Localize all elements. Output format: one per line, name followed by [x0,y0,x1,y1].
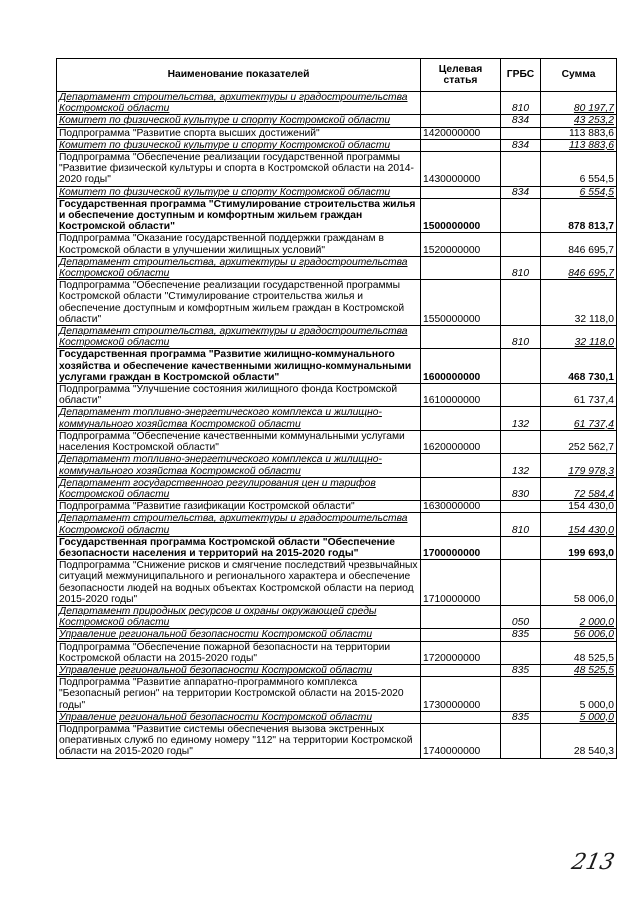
cell-sum: 28 540,3 [541,723,617,758]
cell-code [421,605,501,628]
table-row [57,256,617,279]
cell-grbs: 050 [501,605,541,628]
cell-sum: 6 554,5 [541,152,617,187]
cell-sum: 58 006,0 [541,560,617,606]
cell-sum: 43 253,2 [541,115,617,127]
cell-code: 1700000000 [421,536,501,559]
cell-name: Департамент топливно-энергетического комплекса и жилищно-коммунального хозяйства Костромской области [57,454,421,477]
table-body [57,92,617,759]
cell-name: Государственная программа Костромской области "Обеспечение безопасности населения и территорий на 2015-2020 годы" [57,536,421,559]
cell-code [421,477,501,500]
cell-name: Подпрограмма "Снижение рисков и смягчение последствий чрезвычайных ситуаций межмуниципального и регионального характера и обеспечение безопасности людей на водных объектах Костромской области на период 2015-2020 годы" [57,560,421,606]
cell-sum: 56 006,0 [541,629,617,641]
table-row [57,513,617,536]
cell-grbs: 132 [501,454,541,477]
cell-code [421,711,501,723]
cell-grbs: 834 [501,115,541,127]
cell-sum: 2 000,0 [541,605,617,628]
cell-grbs [501,280,541,326]
cell-name: Управление региональной безопасности Костромской области [57,629,421,641]
cell-grbs: 834 [501,139,541,151]
cell-grbs: 810 [501,326,541,349]
cell-code [421,92,501,115]
cell-sum: 72 584,4 [541,477,617,500]
cell-grbs [501,384,541,407]
cell-grbs [501,349,541,384]
table-row [57,477,617,500]
cell-name: Подпрограмма "Развитие спорта высших достижений" [57,127,421,139]
table-row [57,139,617,151]
cell-sum: 48 525,5 [541,641,617,664]
table-row [57,127,617,139]
cell-grbs [501,127,541,139]
table-row [57,629,617,641]
cell-name: Департамент строительства, архитектуры и градостроительства Костромской области [57,326,421,349]
table-row [57,677,617,712]
cell-grbs: 810 [501,256,541,279]
header-sum: Сумма [541,59,617,92]
cell-code: 1550000000 [421,280,501,326]
table-row [57,115,617,127]
table-row [57,454,617,477]
cell-name: Подпрограмма "Обеспечение пожарной безопасности на территории Костромской области на 2015-2020 годы" [57,641,421,664]
cell-grbs: 834 [501,186,541,198]
cell-code: 1420000000 [421,127,501,139]
cell-name: Комитет по физической культуре и спорту Костромской области [57,186,421,198]
table-row [57,723,617,758]
cell-sum: 48 525,5 [541,664,617,676]
cell-name: Департамент государственного регулирования цен и тарифов Костромской области [57,477,421,500]
table-row [57,711,617,723]
table-row [57,326,617,349]
cell-sum: 878 813,7 [541,198,617,233]
cell-name: Подпрограмма "Оказание государственной поддержки гражданам в Костромской области в улучшении жилищных условий" [57,233,421,256]
cell-name: Подпрограмма "Развитие аппаратно-программного комплекса "Безопасный регион" на территории Костромской области на 2015-2020 годы" [57,677,421,712]
cell-code [421,513,501,536]
cell-code [421,115,501,127]
cell-grbs [501,677,541,712]
table-row [57,349,617,384]
cell-grbs: 810 [501,92,541,115]
cell-name: Департамент строительства, архитектуры и градостроительства Костромской области [57,256,421,279]
table-header-row [57,59,617,92]
cell-grbs: 835 [501,629,541,641]
table-row [57,430,617,453]
cell-sum: 179 978,3 [541,454,617,477]
header-grbs: ГРБС [501,59,541,92]
cell-name: Подпрограмма "Обеспечение реализации государственной программы "Развитие физической культуры и спорта в Костромской области на 2014-2020 годы" [57,152,421,187]
cell-sum: 199 693,0 [541,536,617,559]
cell-name: Департамент топливно-энергетического комплекса и жилищно-коммунального хозяйства Костромской области [57,407,421,430]
cell-sum: 5 000,0 [541,677,617,712]
table-row [57,152,617,187]
cell-name: Подпрограмма "Улучшение состояния жилищного фонда Костромской области" [57,384,421,407]
cell-grbs [501,723,541,758]
cell-sum: 113 883,6 [541,139,617,151]
cell-sum: 846 695,7 [541,233,617,256]
cell-code: 1600000000 [421,349,501,384]
cell-name: Департамент природных ресурсов и охраны окружающей среды Костромской области [57,605,421,628]
table-row [57,92,617,115]
table-row [57,407,617,430]
cell-grbs [501,198,541,233]
cell-sum: 846 695,7 [541,256,617,279]
header-name: Наименование показателей [57,59,421,92]
cell-name: Комитет по физической культуре и спорту Костромской области [57,139,421,151]
table-row [57,186,617,198]
cell-code: 1740000000 [421,723,501,758]
cell-grbs [501,536,541,559]
cell-grbs: 830 [501,477,541,500]
budget-table [56,58,617,759]
cell-sum: 80 197,7 [541,92,617,115]
cell-code [421,629,501,641]
cell-code [421,454,501,477]
table-row [57,664,617,676]
cell-grbs [501,152,541,187]
table-row [57,198,617,233]
cell-sum: 5 000,0 [541,711,617,723]
cell-name: Подпрограмма "Обеспечение качественными коммунальными услугами населения Костромской области" [57,430,421,453]
cell-sum: 154 430,0 [541,513,617,536]
table-row [57,233,617,256]
table-row [57,560,617,606]
cell-sum: 32 118,0 [541,326,617,349]
cell-grbs: 132 [501,407,541,430]
cell-grbs: 835 [501,711,541,723]
cell-grbs [501,641,541,664]
cell-name: Управление региональной безопасности Костромской области [57,711,421,723]
cell-sum: 61 737,4 [541,384,617,407]
cell-code [421,186,501,198]
cell-name: Департамент строительства, архитектуры и градостроительства Костромской области [57,92,421,115]
cell-code: 1620000000 [421,430,501,453]
cell-sum: 32 118,0 [541,280,617,326]
table-row [57,384,617,407]
cell-code: 1500000000 [421,198,501,233]
cell-sum: 154 430,0 [541,501,617,513]
table-row [57,641,617,664]
cell-name: Комитет по физической культуре и спорту Костромской области [57,115,421,127]
cell-name: Государственная программа "Развитие жилищно-коммунального хозяйства и обеспечение качественными жилищно-коммунальными услугами граждан в Костромской области" [57,349,421,384]
cell-code [421,326,501,349]
cell-code: 1630000000 [421,501,501,513]
table-row [57,605,617,628]
cell-name: Подпрограмма "Развитие системы обеспечения вызова экстренных оперативных служб по единому номеру "112" на территории Костромской области на 2015-2020 годы" [57,723,421,758]
cell-sum: 113 883,6 [541,127,617,139]
cell-code [421,664,501,676]
cell-grbs [501,560,541,606]
cell-code [421,407,501,430]
page-number-handwritten: 213 [569,850,617,875]
table-row [57,536,617,559]
cell-name: Подпрограмма "Развитие газификации Костромской области" [57,501,421,513]
cell-grbs: 835 [501,664,541,676]
cell-code [421,139,501,151]
cell-sum: 252 562,7 [541,430,617,453]
cell-grbs: 810 [501,513,541,536]
cell-sum: 61 737,4 [541,407,617,430]
cell-code: 1520000000 [421,233,501,256]
cell-grbs [501,501,541,513]
cell-name: Департамент строительства, архитектуры и градостроительства Костромской области [57,513,421,536]
cell-code [421,256,501,279]
cell-code: 1430000000 [421,152,501,187]
cell-code: 1710000000 [421,560,501,606]
cell-code: 1610000000 [421,384,501,407]
header-code: Целевая статья [421,59,501,92]
cell-code: 1720000000 [421,641,501,664]
cell-grbs [501,233,541,256]
table-row [57,501,617,513]
cell-name: Государственная программа "Стимулирование строительства жилья и обеспечение доступным и комфортным жильем граждан Костромской области" [57,198,421,233]
cell-grbs [501,430,541,453]
table-row [57,280,617,326]
cell-name: Подпрограмма "Обеспечение реализации государственной программы Костромской области "Стимулирование строительства жилья и обеспечение доступным и комфортным жильем граждан в Костромской области" [57,280,421,326]
cell-sum: 468 730,1 [541,349,617,384]
cell-sum: 6 554,5 [541,186,617,198]
cell-name: Управление региональной безопасности Костромской области [57,664,421,676]
cell-code: 1730000000 [421,677,501,712]
